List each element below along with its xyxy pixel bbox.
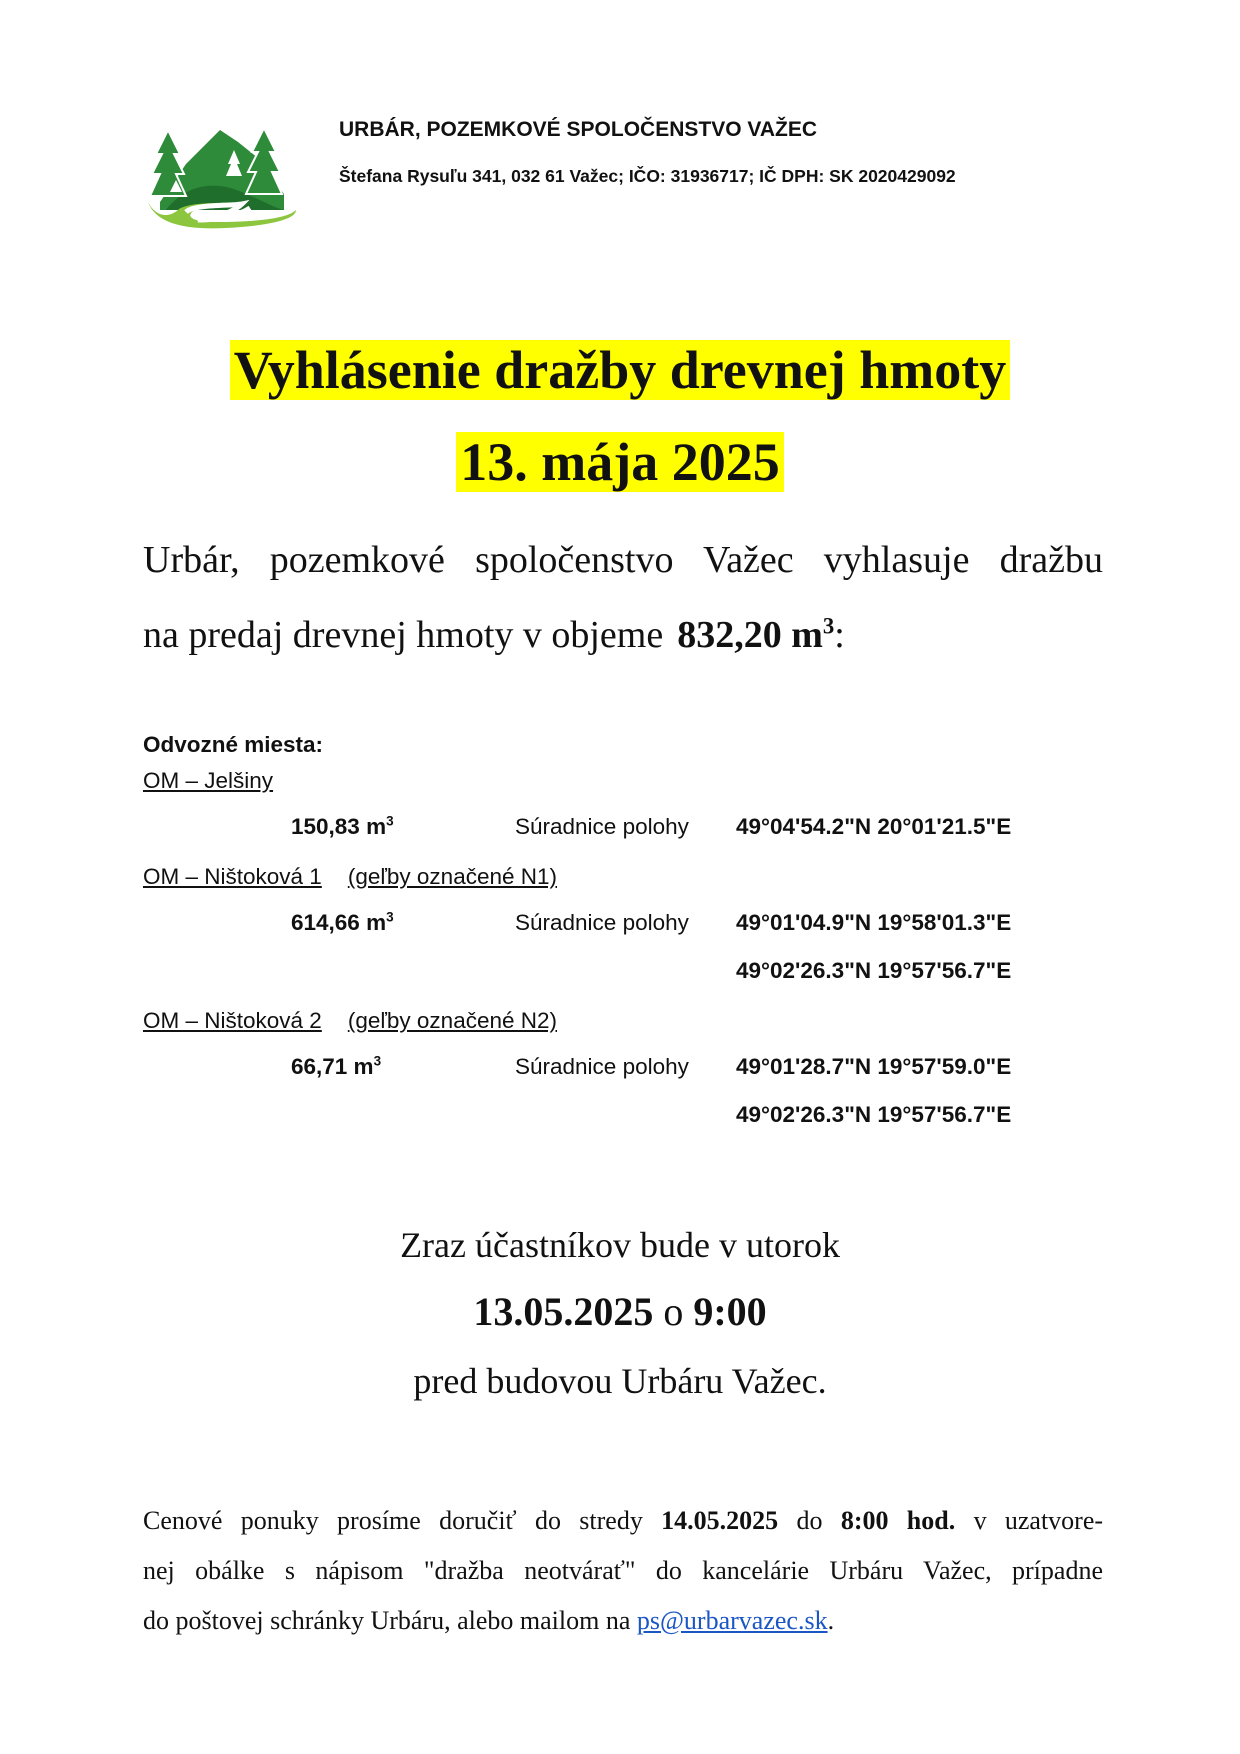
- intro-line-1: Urbár, pozemkové spoločenstvo Važec vyhlasuje dražbu: [143, 539, 1103, 581]
- organization-name: URBÁR, POZEMKOVÉ SPOLOČENSTVO VAŽEC: [339, 118, 817, 141]
- meeting-connector: o: [663, 1289, 684, 1334]
- location-name: OM – Jelšiny: [143, 768, 274, 793]
- location-note: (geľby označené N1): [347, 864, 558, 889]
- location-name: OM – Ništoková 2 (geľby označené N2): [143, 1008, 558, 1033]
- document-date: [0, 428, 1240, 496]
- organization-address: Štefana Rysuľu 341, 032 61 Važec; IČO: 31936717; IČ DPH: SK 2020429092: [339, 166, 956, 186]
- offer-line-3: do poštovej schránky Urbáru, alebo mailom na ps@urbarvazec.sk.: [143, 1606, 835, 1635]
- location-note: (geľby označené N2): [347, 1008, 558, 1033]
- meeting-time: 9:00: [693, 1289, 767, 1334]
- coordinate-value: 49°04'54.2"N 20°01'21.5"E: [736, 814, 1012, 839]
- coordinate-value: 49°02'26.3"N 19°57'56.7"E: [736, 958, 1012, 983]
- location-volume: 614,66 $m^3$: [291, 909, 394, 935]
- coordinate-label: Súradnice polohy: [515, 910, 689, 935]
- pickup-section-title: Odvozné miesta:: [143, 732, 324, 757]
- coordinate-value: 49°02'26.3"N 19°57'56.7"E: [736, 1102, 1012, 1127]
- intro-suffix: :: [834, 614, 845, 656]
- meeting-date: 13.05.2025: [473, 1289, 654, 1334]
- intro-prefix: na predaj drevnej hmoty v objeme: [143, 614, 664, 656]
- intro-line-2: [143, 612, 1103, 658]
- meeting-datetime: [0, 1288, 1240, 1335]
- title-line-1: Vyhlásenie dražby drevnej hmoty: [230, 340, 1011, 400]
- location-volume: 66,71 $m^3$: [291, 1053, 382, 1079]
- location-name: OM – Ništoková 1 (geľby označené N1): [143, 864, 558, 889]
- coordinate-label: Súradnice polohy: [515, 1054, 689, 1079]
- total-volume: 832,20 $m^3$: [677, 613, 835, 656]
- coordinate-value: 49°01'28.7"N 19°57'59.0"E: [736, 1054, 1012, 1079]
- organization-logo: [146, 124, 298, 234]
- offer-paragraph: [143, 1496, 1103, 1646]
- title-line-2: 13. mája 2025: [456, 432, 783, 492]
- location-volume: 150,83 $m^3$: [291, 813, 394, 839]
- meeting-intro: Zraz účastníkov bude v utorok: [400, 1225, 840, 1265]
- email-link[interactable]: ps@urbarvazec.sk: [636, 1606, 828, 1635]
- document-title: [0, 336, 1240, 404]
- meeting-place: pred budovou Urbáru Važec.: [413, 1361, 827, 1401]
- offer-line-1: Cenové ponuky prosíme doručiť do stredy 14.05.2025 do 8:00 hod. v uzatvore-: [143, 1506, 1104, 1535]
- offer-line-2: nej obálke s nápisom "dražba neotvárať" do kancelárie Urbáru Važec, prípadne: [143, 1556, 1103, 1585]
- coordinate-value: 49°01'04.9"N 19°58'01.3"E: [736, 910, 1012, 935]
- coordinate-label: Súradnice polohy: [515, 814, 689, 839]
